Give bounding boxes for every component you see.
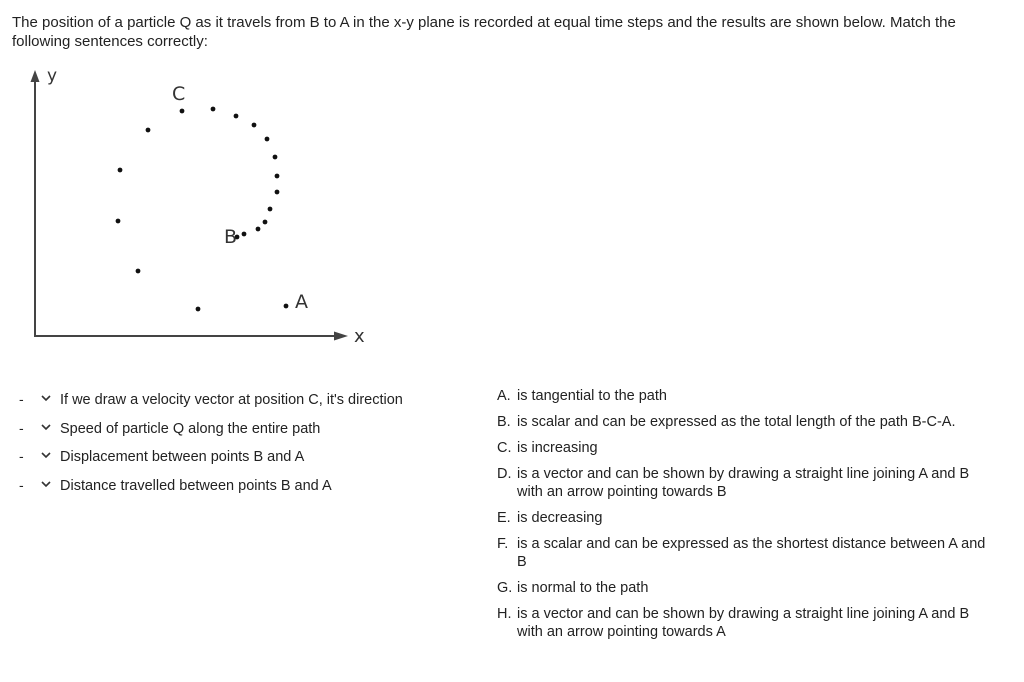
y-axis-arrow [31, 70, 40, 82]
option-text: is normal to the path [517, 580, 649, 596]
path-point [118, 168, 123, 173]
answer-select[interactable] [13, 446, 53, 468]
statement-text: Distance travelled between points B and A [60, 478, 332, 495]
option-d [497, 465, 987, 501]
path-point [196, 307, 201, 312]
option-key: F. [497, 536, 509, 552]
option-e [497, 509, 987, 527]
answer-options [497, 387, 987, 649]
path-point [136, 269, 141, 274]
option-text: is a scalar and can be expressed as the shortest distance between A and B [517, 536, 986, 570]
option-key: H. [497, 606, 512, 622]
option-key: D. [497, 466, 512, 482]
chevron-down-icon [40, 392, 52, 404]
answer-select[interactable] [13, 475, 53, 497]
x-axis-arrow [334, 332, 348, 341]
selected-value: - [19, 477, 24, 494]
label-b: B [224, 226, 238, 248]
label-c: C [172, 83, 186, 105]
statement-text: Displacement between points B and A [60, 449, 305, 466]
option-text: is decreasing [517, 510, 603, 526]
path-point [211, 107, 216, 112]
chevron-down-icon [40, 449, 52, 461]
particle-path-points [116, 107, 289, 312]
option-b [497, 413, 987, 431]
label-a: A [295, 291, 308, 313]
option-text: is tangential to the path [517, 388, 667, 404]
option-h [497, 605, 987, 641]
option-key: G. [497, 580, 513, 596]
option-key: B. [497, 414, 511, 430]
question-text: The position of a particle Q as it travels from B to A in the x-y plane is recorded at equal time steps and the results are shown below. Match the following sentences correctly: [12, 14, 956, 50]
path-point-c [180, 109, 185, 114]
chevron-down-icon [40, 478, 52, 490]
path-diagram [20, 62, 400, 352]
selected-value: - [19, 419, 24, 436]
option-g [497, 579, 987, 597]
path-point [146, 128, 151, 133]
match-row [13, 474, 483, 498]
answer-select[interactable] [13, 389, 53, 411]
path-point [265, 137, 270, 142]
match-row [13, 417, 483, 441]
option-key: C. [497, 440, 512, 456]
x-axis-label: x [354, 326, 365, 347]
option-text: is a vector and can be shown by drawing a straight line joining A and B with an arrow pointing towards B [517, 466, 970, 500]
match-row [13, 388, 483, 412]
path-point-a [284, 304, 289, 309]
path-point [268, 207, 273, 212]
option-key: A. [497, 388, 511, 404]
path-point [242, 232, 247, 237]
selected-value: - [19, 448, 24, 465]
path-point [263, 220, 268, 225]
path-point [273, 155, 278, 160]
option-text: is increasing [517, 440, 598, 456]
statement-text: If we draw a velocity vector at position C, it's direction [60, 392, 403, 408]
chevron-down-icon [40, 421, 52, 433]
option-a [497, 387, 987, 405]
selected-value: - [19, 391, 24, 407]
option-f [497, 535, 987, 571]
matching-statements [13, 388, 483, 503]
path-point [234, 114, 239, 119]
y-axis-label: y [47, 66, 58, 86]
match-row [13, 445, 483, 469]
option-c [497, 439, 987, 457]
path-point [252, 123, 257, 128]
path-point [275, 174, 280, 179]
answer-select[interactable] [13, 418, 53, 440]
option-key: E. [497, 510, 511, 526]
path-point [275, 190, 280, 195]
path-diagram-svg [20, 62, 400, 352]
path-point [256, 227, 261, 232]
path-point [116, 219, 121, 224]
option-text: is scalar and can be expressed as the total length of the path B-C-A. [517, 414, 956, 430]
statement-text: Speed of particle Q along the entire path [60, 420, 321, 437]
option-text: is a vector and can be shown by drawing a straight line joining A and B with an arrow pointing towards A [517, 606, 970, 640]
